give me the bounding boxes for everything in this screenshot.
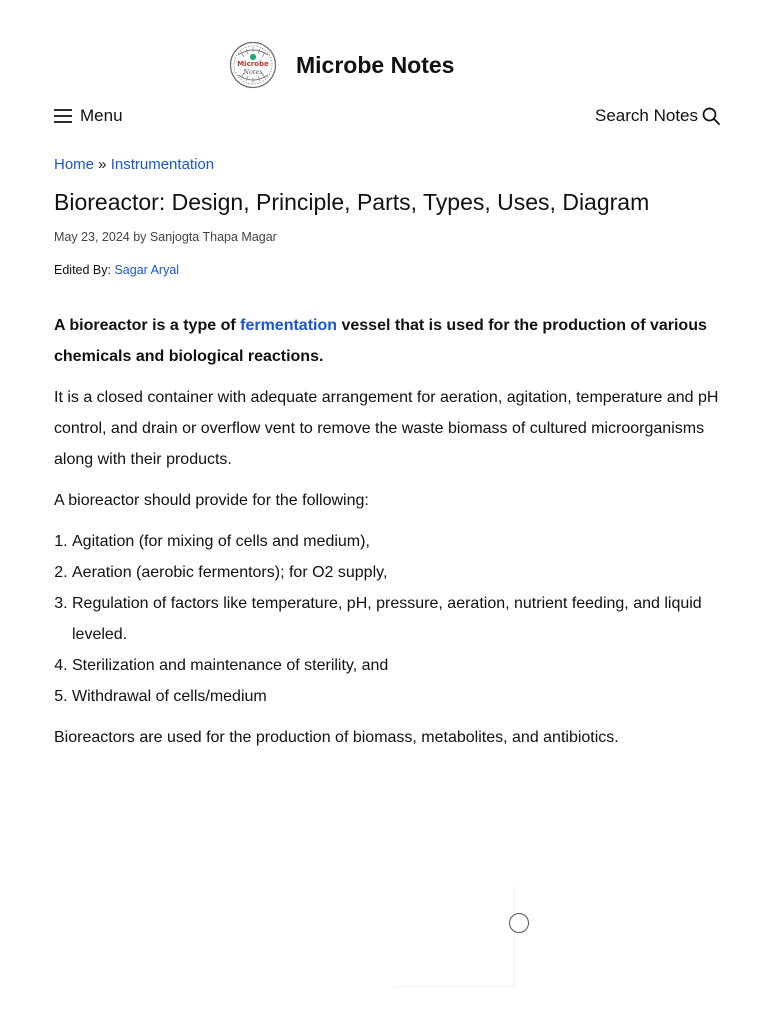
breadcrumb: [54, 155, 214, 175]
list-item: 1. Agitation (for mixing of cells and medium),: [72, 526, 720, 557]
paragraph-closed-container: It is a closed container with adequate arrangement for aeration, agitation, temperature and pH control, and drain or overflow vent to remove the waste biomass of cultured microorganisms along with their products.: [54, 389, 719, 468]
search-notes-label: Search Notes: [595, 106, 698, 125]
list-item: 5. Withdrawal of cells/medium: [72, 681, 720, 712]
article-content: [54, 310, 720, 763]
logo-text-top: Microbe: [237, 60, 269, 68]
requirements-list: [54, 526, 720, 712]
menu-button[interactable]: [54, 105, 123, 127]
page-title: Bioreactor: Design, Principle, Parts, Types, Uses, Diagram: [54, 189, 650, 215]
post-author: Sanjogta Thapa Magar: [149, 230, 277, 244]
fermentation-link[interactable]: fermentation: [240, 317, 338, 334]
edited-by-label: Edited By:: [54, 263, 115, 277]
site-title[interactable]: Microbe Notes: [296, 52, 455, 78]
intro-text-before: A bioreactor is a type of: [54, 317, 241, 334]
intro-text-after: vessel that is used for the production of various chemicals and biological reactions.: [54, 317, 707, 365]
microbe-notes-logo[interactable]: [229, 41, 277, 89]
search-icon: [702, 107, 720, 125]
list-item: 4. Sterilization and maintenance of sterility, and: [72, 650, 720, 681]
breadcrumb-separator: »: [94, 156, 111, 173]
ad-placeholder: [393, 884, 515, 987]
paragraph-uses: Bioreactors are used for the production of biomass, metabolites, and antibiotics.: [54, 729, 619, 746]
menu-label: Menu: [80, 106, 123, 125]
site-header: [0, 0, 768, 100]
intro-paragraph: [54, 310, 720, 372]
editor-link[interactable]: Sagar Aryal: [114, 263, 180, 277]
edited-by: [54, 261, 179, 279]
list-item: 3. Regulation of factors like temperature, pH, pressure, aeration, nutrient feeding, and liquid leveled.: [72, 588, 720, 650]
list-item: 2. Aeration (aerobic fermentors); for O2 supply,: [72, 557, 720, 588]
search-notes-button[interactable]: [595, 105, 720, 127]
breadcrumb-home-link[interactable]: Home: [54, 156, 95, 173]
logo-text-bottom: Notes: [243, 68, 263, 76]
breadcrumb-instrumentation-link[interactable]: Instrumentation: [110, 156, 215, 173]
post-date: May 23, 2024: [54, 230, 130, 244]
post-byline: [54, 228, 277, 246]
navbar: [0, 100, 768, 132]
byline-by: by: [129, 230, 150, 244]
paragraph-provide-for: A bioreactor should provide for the following:: [54, 492, 369, 509]
hamburger-icon: [54, 108, 72, 124]
ad-close-icon[interactable]: [509, 913, 529, 933]
